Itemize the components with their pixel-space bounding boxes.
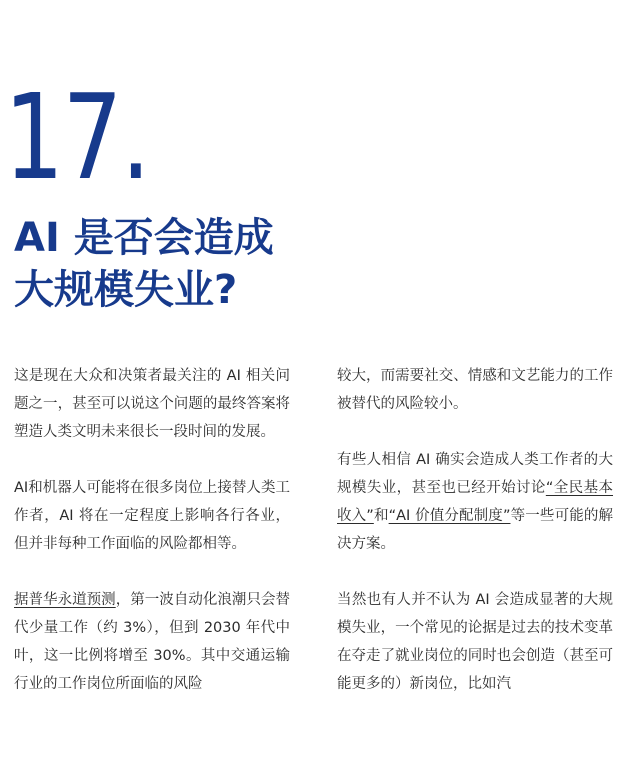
paragraph — [337, 446, 613, 558]
paragraph-text: ，第一波自动化浪潮只会替代少量工作（约 3%），但到 2030 年代中叶，这一比例将增至 30%。其中交通运输行业的工作岗位所面临的风险 — [14, 592, 291, 692]
ai-value-distribution-link[interactable]: “AI 价值分配制度” — [388, 508, 511, 524]
paragraph: 较大，而需要社交、情感和文艺能力的工作被替代的风险较小。 — [337, 368, 613, 412]
chapter-number: 17. — [4, 68, 150, 206]
paragraph: 当然也有人并不认为 AI 会造成显著的大规模失业，一个常见的论据是过去的技术变革在夺走了就业岗位的同时也会创造（甚至可能更多的）新岗位，比如汽 — [337, 592, 613, 692]
chapter-title-line-2: 大规模失业? — [14, 267, 238, 313]
pwc-forecast-link[interactable]: 据普华永道预测 — [14, 592, 116, 608]
right-column — [337, 362, 613, 726]
paragraph-text: 有些人相信 AI 确实会造成人类工作者的大规模失业，甚至也已经开始讨论 — [337, 452, 613, 496]
paragraph: 这是现在大众和决策者最关注的 AI 相关问题之一，甚至可以说这个问题的最终答案将塑造人类文明未来很长一段时间的发展。 — [14, 368, 290, 440]
universal-basic-income-link[interactable]: “全民基本收入” — [337, 480, 614, 524]
chapter-title-line-1: AI 是否会造成 — [14, 215, 274, 261]
paragraph-text: 等一些可能的解决方案。 — [337, 508, 614, 552]
paragraph: AI和机器人可能将在很多岗位上接替人类工作者，AI 将在一定程度上影响各行各业，但并非每种工作面临的风险都相等。 — [14, 480, 290, 552]
chapter-title — [14, 212, 274, 316]
left-column — [14, 362, 290, 726]
paragraph — [14, 586, 290, 698]
paragraph-text: 和 — [373, 508, 389, 524]
